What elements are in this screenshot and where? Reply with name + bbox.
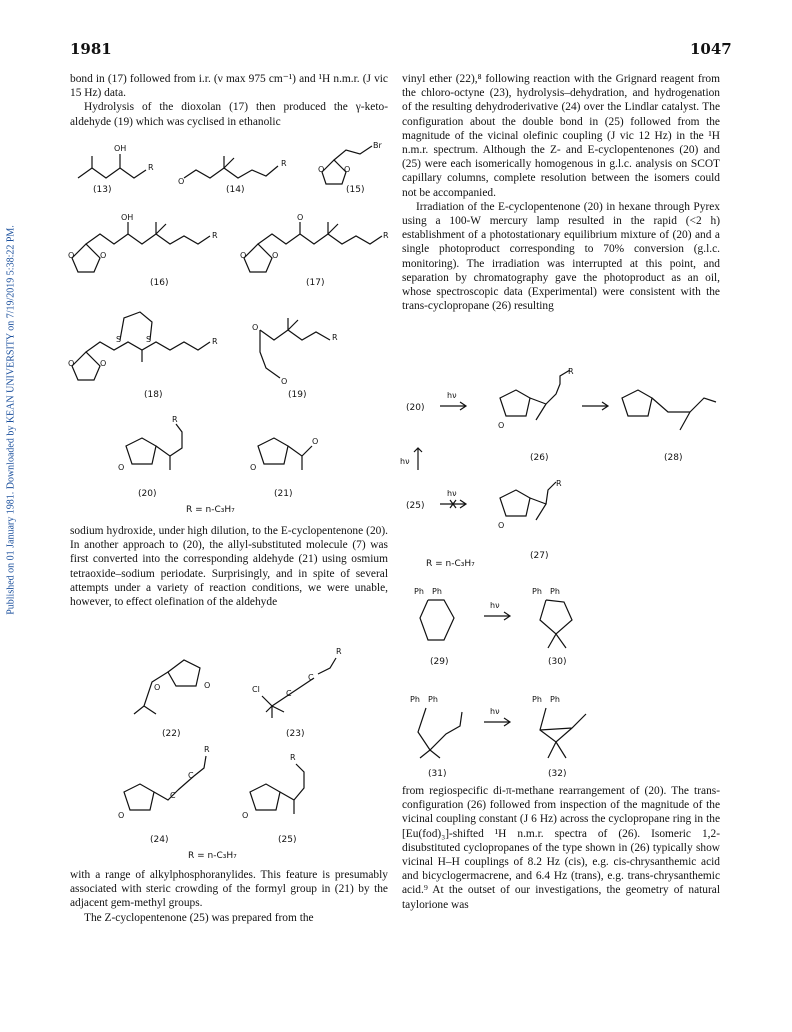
svg-text:R: R xyxy=(212,337,218,346)
scheme-31-to-32 xyxy=(410,695,586,779)
svg-text:O: O xyxy=(242,811,249,820)
svg-text:R: R xyxy=(204,745,210,754)
scheme-25-to-27 xyxy=(406,479,562,569)
svg-text:(28): (28) xyxy=(664,453,683,463)
svg-text:(27): (27) xyxy=(530,551,549,561)
svg-text:O: O xyxy=(118,463,125,472)
svg-text:O: O xyxy=(204,681,211,690)
svg-text:O: O xyxy=(312,437,319,446)
compound-19 xyxy=(252,318,338,400)
svg-text:C: C xyxy=(188,771,194,780)
r-definition: R = n-C₃H₇ xyxy=(186,505,235,515)
compound-22 xyxy=(134,660,210,739)
download-watermark: Published on 01 January 1981. Downloaded by KEAN UNIVERSITY on 7/19/2019 5:38:22 PM. xyxy=(5,225,17,615)
compound-15 xyxy=(318,141,382,195)
svg-text:hν: hν xyxy=(490,707,500,716)
svg-text:O: O xyxy=(68,359,75,368)
svg-text:hν: hν xyxy=(400,457,410,466)
left-bottom-text: with a range of alkylphosphoranylides. This feature is presumably associated with steric crowding of the formyl group in (21) by the adjacent gem-methyl groups. The Z-cyclopentenone (25) was prepared from the xyxy=(70,869,388,924)
svg-text:Ph: Ph xyxy=(410,695,420,704)
svg-text:O: O xyxy=(498,521,505,530)
svg-text:O: O xyxy=(281,377,288,386)
svg-text:(32): (32) xyxy=(548,769,567,779)
svg-text:O: O xyxy=(252,323,259,332)
svg-text:(29): (29) xyxy=(430,657,449,667)
svg-text:(14): (14) xyxy=(226,185,245,195)
right-top-text: vinyl ether (22),⁸ following reaction with the Grignard reagent from the chloro-octyne (23), hydrolysis–dehydration, and hydrogenation of the resulting dehydroderivative (24) over the Lindlar catalyst. The configuration about the double bond in (25) followed from the magnitude of the vicinal olefinic coupling (J vic 12 Hz) in the ¹H n.m.r. spectrum. Although the Z- and E-cyclopentenones (20) and (25) were each isomerically homogenous in g.l.c. analysis on SCOT capillary columns, complete resolution between the isomers could not be accompanied. Irradiation of the E-cyclopentenone (20) in hexane through Pyrex using a 100-W mercury lamp resulted in the rapid (<2 h) establishment of a photostationary equilibrium mixture of (20) and a single photoproduct corresponding to 70% conversion (g.l.c. monitoring). The irradiation was interrupted at this point, and separation by chromatography gave the photoproduct as an oil, whose spectroscopic data (Experimental) were consistent with the trans-cyclopropane (26) resulting xyxy=(402,73,720,313)
svg-text:(13): (13) xyxy=(93,185,112,195)
svg-text:(20): (20) xyxy=(406,403,425,413)
svg-text:Ph: Ph xyxy=(432,587,442,596)
svg-text:R: R xyxy=(332,333,338,342)
svg-text:(18): (18) xyxy=(144,390,163,400)
year-header: 1981 xyxy=(70,40,112,58)
svg-text:O: O xyxy=(100,359,107,368)
svg-text:O: O xyxy=(498,421,505,430)
svg-text:(21): (21) xyxy=(274,489,293,499)
svg-text:Cl: Cl xyxy=(252,685,260,694)
svg-text:(19): (19) xyxy=(288,390,307,400)
svg-text:hν: hν xyxy=(490,601,500,610)
svg-text:(30): (30) xyxy=(548,657,567,667)
svg-text:R: R xyxy=(172,415,178,424)
compound-14 xyxy=(178,156,287,195)
svg-text:(22): (22) xyxy=(162,729,181,739)
svg-text:(20): (20) xyxy=(138,489,157,499)
svg-text:O: O xyxy=(344,165,351,174)
svg-text:(24): (24) xyxy=(150,835,169,845)
compound-17 xyxy=(240,213,389,288)
compound-18 xyxy=(68,312,218,400)
left-top-text: bond in (17) followed from i.r. (ν max 975 cm⁻¹) and ¹H n.m.r. (J vic 15 Hz) data. Hydrolysis of the dioxolan (17) then produced the γ-keto-aldehyde (19) which was cyclised in ethanolic xyxy=(70,73,388,128)
svg-text:(15): (15) xyxy=(346,185,365,195)
svg-text:R: R xyxy=(336,647,342,656)
svg-text:Ph: Ph xyxy=(428,695,438,704)
svg-text:C: C xyxy=(170,791,176,800)
compound-16 xyxy=(68,213,218,288)
svg-text:R = n-C₃H₇: R = n-C₃H₇ xyxy=(426,559,475,569)
svg-text:(25): (25) xyxy=(278,835,297,845)
svg-text:C: C xyxy=(308,673,314,682)
right-bottom-text: from regiospecific di-π-methane rearrangement of (20). The trans-configuration (26) followed from inspection of the magnitude of the vicinal coupling constant (J 6 Hz) across the cyclopropane ring in the [Eu(fod)₃]-shifted ¹H n.m.r. spectra of (26). Isomeric 1,2-disubstituted cyclopropanes of the type shown in (26) typically show vicinal H–H couplings of 8.2 Hz (cis), e.g. cis-chrysanthemic acid and bicyclogermacrene, and 6.4 Hz (trans), e.g. trans-chrysanthemic acid.⁹ At the outset of our investigations, the geometry of natural taylorione was xyxy=(402,785,720,911)
svg-text:R: R xyxy=(290,753,296,762)
svg-text:(23): (23) xyxy=(286,729,305,739)
svg-text:(25): (25) xyxy=(406,501,425,511)
svg-text:R: R xyxy=(281,159,287,168)
svg-text:(17): (17) xyxy=(306,278,325,288)
svg-text:S: S xyxy=(116,335,122,344)
svg-text:R: R xyxy=(568,367,574,376)
svg-text:OH: OH xyxy=(121,213,134,222)
svg-text:Br: Br xyxy=(373,141,382,150)
svg-text:R: R xyxy=(212,231,218,240)
svg-text:Ph: Ph xyxy=(532,695,542,704)
svg-text:O: O xyxy=(118,811,125,820)
svg-text:(16): (16) xyxy=(150,278,169,288)
svg-text:hν: hν xyxy=(447,391,457,400)
compound-13 xyxy=(78,144,154,195)
compound-20 xyxy=(118,415,182,499)
svg-text:(31): (31) xyxy=(428,769,447,779)
svg-text:(26): (26) xyxy=(530,453,549,463)
svg-text:O: O xyxy=(272,251,279,260)
compound-21 xyxy=(250,437,318,499)
scheme-20-to-28 xyxy=(400,367,716,470)
svg-text:Ph: Ph xyxy=(550,695,560,704)
svg-text:O: O xyxy=(68,251,75,260)
svg-text:OH: OH xyxy=(114,144,127,153)
svg-text:O: O xyxy=(318,165,325,174)
page-number: 1047 xyxy=(690,40,732,58)
compound-25 xyxy=(242,753,304,845)
svg-text:Ph: Ph xyxy=(414,587,424,596)
svg-text:R: R xyxy=(383,231,389,240)
compound-23 xyxy=(252,647,342,739)
svg-text:Ph: Ph xyxy=(550,587,560,596)
scheme-29-to-30 xyxy=(414,587,572,667)
compound-24 xyxy=(118,745,210,845)
svg-text:O: O xyxy=(297,213,304,222)
svg-text:O: O xyxy=(100,251,107,260)
svg-text:O: O xyxy=(178,177,185,186)
svg-text:hν: hν xyxy=(447,489,457,498)
svg-text:S: S xyxy=(146,335,152,344)
svg-text:O: O xyxy=(240,251,247,260)
svg-text:R: R xyxy=(148,163,154,172)
r-definition-2: R = n-C₃H₇ xyxy=(188,851,237,861)
svg-text:O: O xyxy=(154,683,161,692)
left-mid-text: sodium hydroxide, under high dilution, to the E-cyclopentenone (20). In another approach to (20), the allyl-substituted molecule (7) was first converted into the corresponding aldehyde (21) using osmium tetraoxide–sodium periodate. Surprisingly, and in spite of several attempts under a variety of reaction conditions, we were unable, however, to effect olefination of the aldehyde xyxy=(70,525,388,609)
svg-text:Ph: Ph xyxy=(532,587,542,596)
svg-text:R: R xyxy=(556,479,562,488)
svg-text:C: C xyxy=(286,689,292,698)
svg-text:O: O xyxy=(250,463,257,472)
